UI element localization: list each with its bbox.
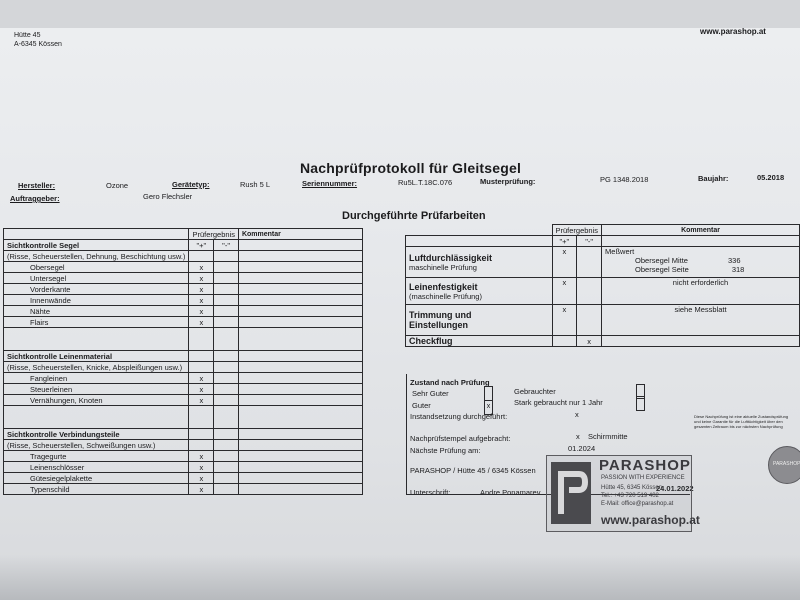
company-line: PARASHOP / Hütte 45 / 6345 Kössen	[410, 466, 536, 475]
col-minus-right: "-"	[577, 236, 602, 247]
row-mark: x	[189, 462, 214, 473]
table-row	[4, 262, 363, 273]
segel-title: Sichtkontrolle Segel	[4, 240, 189, 251]
row-mark: x	[189, 295, 214, 306]
table-row	[406, 305, 800, 336]
trimmung-title: Trimmung und	[409, 310, 472, 320]
parashop-stamp	[546, 455, 700, 532]
row-label: Vernähungen, Knoten	[4, 395, 189, 406]
row-mark: x	[189, 395, 214, 406]
table-row	[406, 236, 800, 247]
seriennummer-label: Seriennummer:	[302, 179, 358, 188]
zustand-gebrauchter: Gebrauchter	[514, 387, 556, 396]
row-mark: x	[189, 262, 214, 273]
row-mark: x	[189, 306, 214, 317]
col-plus: "+"	[189, 240, 214, 251]
row-mark: x	[189, 373, 214, 384]
document-title: Nachprüfprotokoll für Gleitsegel	[300, 160, 522, 176]
table-row	[4, 484, 363, 495]
row-label: Fangleinen	[4, 373, 189, 384]
table-row	[4, 429, 363, 440]
luft-title: Luftdurchlässigkeit	[409, 252, 493, 263]
disclaimer-note: Diese Nachprüfung ist eine aktuelle Zustandsprüfung und keine Garantie für die Lufttüchtigkeit über den gesamten Zeitraum bis zur nächsten Nachprüfung	[694, 414, 789, 429]
header-website: www.parashop.at	[700, 27, 766, 36]
header-address-line2: A-6345 Kössen	[14, 41, 62, 48]
stempel-mark: x	[576, 432, 580, 441]
table-row	[4, 251, 363, 262]
stamp-address-line1: Hütte 45, 6345 Kössen	[601, 485, 663, 491]
row-mark: x	[189, 273, 214, 284]
musterpruefung-value: PG 1348.2018	[600, 175, 649, 184]
messwert-label: Meßwert	[605, 247, 635, 256]
header-address-line1: Hütte 45	[14, 32, 41, 39]
zustand-sehr-guter: Sehr Guter	[412, 389, 449, 398]
col-pruefergebnis-right: Prüfergebnis	[552, 225, 602, 236]
verbindung-title: Sichtkontrolle Verbindungsteile	[4, 429, 189, 440]
checkflug-mark: x	[577, 336, 602, 347]
auftraggeber-label: Auftraggeber:	[10, 194, 60, 203]
auftraggeber-value: Gero Flechsler	[143, 192, 193, 201]
stempel-label: Nachprüfstempel aufgebracht:	[410, 434, 511, 443]
trimmung-title2: Einstellungen	[409, 320, 469, 330]
stamp-address-line2: Tel.: +43 720 519 402	[601, 493, 659, 499]
naechste-label: Nächste Prüfung am:	[410, 446, 481, 455]
col-pruefergebnis: Prüfergebnis	[189, 229, 239, 240]
leinenfestigkeit-comment: nicht erforderlich	[602, 278, 800, 305]
stamp-tagline: PASSION WITH EXPERIENCE	[601, 475, 685, 481]
trimmung-comment: siehe Messblatt	[602, 305, 800, 336]
checkbox-guter: x	[484, 400, 493, 415]
table-row	[4, 328, 363, 351]
row-mark: x	[189, 284, 214, 295]
row-label: Vorderkante	[4, 284, 189, 295]
luft-subtitle: maschinelle Prüfung	[409, 262, 477, 272]
col-minus: "-"	[214, 240, 239, 251]
row-label: Tragegurte	[4, 451, 189, 462]
left-checklist-table	[3, 228, 363, 495]
row-mark: x	[189, 451, 214, 462]
zustand-title: Zustand nach Prüfung	[410, 378, 490, 387]
table-row	[406, 278, 800, 305]
leinenfestigkeit-mark: x	[552, 278, 577, 305]
baujahr-value: 05.2018	[757, 173, 785, 182]
table-row	[4, 317, 363, 328]
row-mark: x	[189, 384, 214, 395]
col-kommentar: Kommentar	[238, 229, 362, 240]
table-row	[4, 306, 363, 317]
unterschrift-label: Unterschrift:	[410, 488, 451, 497]
datum-value: 24.01.2022	[656, 484, 694, 493]
parashop-logo-icon	[551, 462, 591, 524]
table-row	[4, 351, 363, 362]
row-mark: x	[189, 473, 214, 484]
baujahr-label: Baujahr:	[698, 174, 729, 183]
row-label: Untersegel	[4, 273, 189, 284]
table-row	[4, 406, 363, 429]
zustand-stark: Stark gebraucht nur 1 Jahr	[514, 398, 603, 407]
table-row	[406, 247, 800, 278]
stamp-address-line3: E-Mail: office@parashop.at	[601, 501, 674, 507]
table-row	[4, 440, 363, 451]
table-row	[406, 336, 800, 347]
seite-value: 318	[731, 265, 745, 274]
table-row	[4, 373, 363, 384]
row-label: Innenwände	[4, 295, 189, 306]
row-label: Steuerleinen	[4, 384, 189, 395]
mitte-value: 336	[727, 256, 741, 265]
table-row	[4, 229, 363, 240]
row-mark: x	[189, 317, 214, 328]
table-row	[4, 295, 363, 306]
table-row	[4, 395, 363, 406]
row-label: Nähte	[4, 306, 189, 317]
table-row	[4, 473, 363, 484]
leinen-subtitle: (Risse, Scheuerstellen, Knicke, Abspleißungen usw.)	[4, 362, 189, 373]
verbindung-subtitle: (Risse, Scheuerstellen, Schweißungen usw.)	[4, 440, 189, 451]
table-row	[4, 284, 363, 295]
header-address	[14, 31, 62, 49]
row-mark: x	[189, 484, 214, 495]
leinenfestigkeit-subtitle: (maschinelle Prüfung)	[409, 291, 482, 301]
table-row	[4, 362, 363, 373]
geraetetyp-value: Rush 5 L	[240, 180, 271, 189]
stempel-value: Schirmmitte	[588, 432, 628, 441]
stamp-address	[601, 484, 673, 508]
table-row	[406, 225, 800, 236]
luft-mark: x	[552, 247, 577, 278]
musterpruefung-label: Musterprüfung:	[480, 177, 536, 186]
geraetetyp-label: Gerätetyp:	[172, 180, 210, 189]
col-kommentar-right: Kommentar	[602, 225, 800, 236]
table-row	[4, 384, 363, 395]
leinenfestigkeit-title: Leinenfestigkeit	[409, 281, 478, 292]
seal-label: PARASHOP	[773, 461, 800, 467]
segel-subtitle: (Risse, Scheuerstellen, Dehnung, Beschichtung usw.)	[4, 251, 189, 262]
instand-label: Instandsetzung durchgeführt:	[410, 412, 508, 421]
parashop-seal-icon	[768, 446, 800, 484]
zustand-guter: Guter	[412, 401, 431, 410]
col-plus-right: "+"	[552, 236, 577, 247]
unterschrift-value: Andre Ponamarev	[480, 488, 541, 497]
row-label: Flairs	[4, 317, 189, 328]
right-checklist-table	[405, 224, 800, 347]
stamp-brand: PARASHOP	[599, 457, 691, 474]
bottom-shadow	[0, 555, 800, 600]
naechste-value: 01.2024	[568, 444, 596, 453]
row-label: Obersegel	[4, 262, 189, 273]
stamp-website: www.parashop.at	[601, 513, 700, 527]
hersteller-value: Ozone	[106, 181, 129, 190]
leinen-title: Sichtkontrolle Leinenmaterial	[4, 351, 189, 362]
trimmung-mark: x	[552, 305, 577, 336]
table-row	[4, 451, 363, 462]
table-row	[4, 240, 363, 251]
row-label: Typenschild	[4, 484, 189, 495]
row-label: Gütesiegelplakette	[4, 473, 189, 484]
seriennummer-value: Ru5L.T.18C.076	[398, 178, 453, 187]
row-label: Leinenschlösser	[4, 462, 189, 473]
table-row	[4, 462, 363, 473]
instand-mark: x	[575, 410, 579, 419]
table-row	[4, 273, 363, 284]
seite-label: Obersegel Seite	[635, 265, 689, 274]
checkflug-title: Checkflug	[406, 336, 553, 347]
mitte-label: Obersegel Mitte	[635, 256, 688, 265]
hersteller-label: Hersteller:	[18, 181, 56, 190]
section-title: Durchgeführte Prüfarbeiten	[342, 210, 486, 222]
